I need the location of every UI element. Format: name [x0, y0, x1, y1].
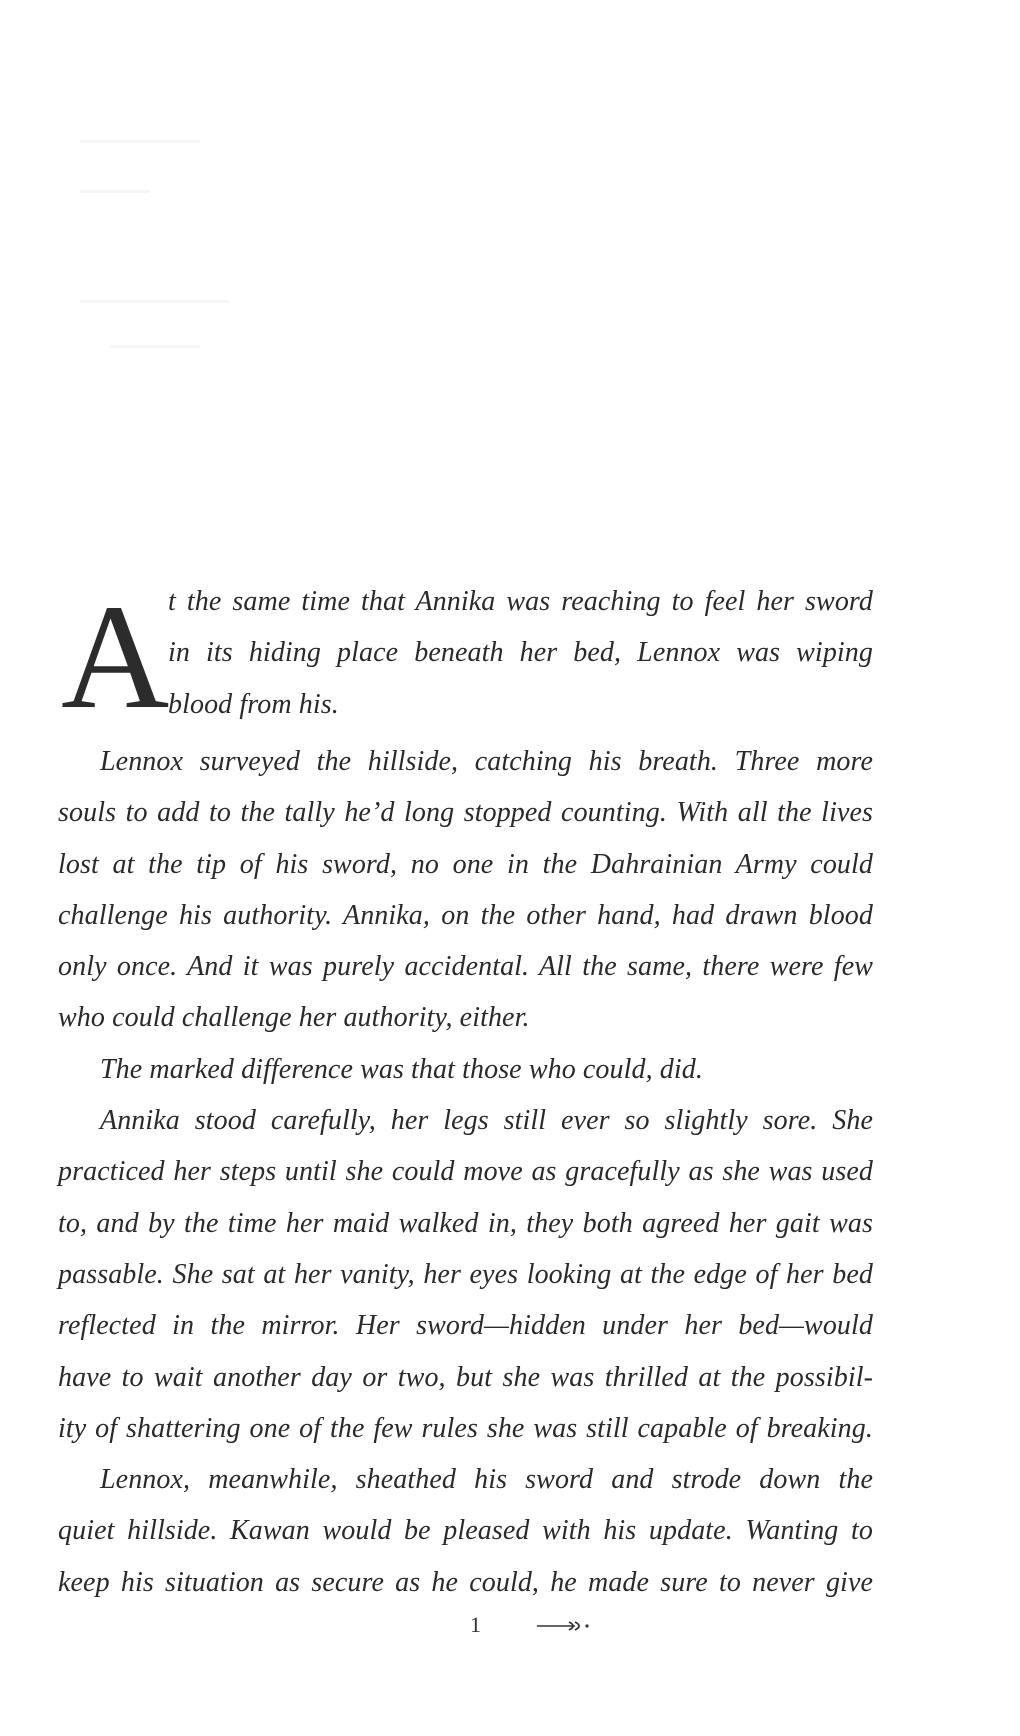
show-through-mark [80, 140, 200, 143]
show-through-mark [80, 190, 150, 193]
text-line: challenge his authority. Annika, on the other hand, had drawn blood [58, 899, 873, 931]
decorative-arrow-icon [535, 1616, 591, 1636]
drop-cap: A [61, 574, 170, 740]
text-line: Annika stood carefully, her legs still ever so slightly sore. She [100, 1105, 873, 1137]
opening-text [168, 576, 873, 730]
text-line: who could challenge her authority, either. [58, 1002, 530, 1034]
text-line: keep his situation as secure as he could, he made sure to never give [58, 1566, 873, 1598]
text-line: Lennox surveyed the hillside, catching his breath. Three more [100, 746, 873, 777]
text-line: quiet hillside. Kawan would be pleased with his update. Wanting to [58, 1515, 873, 1547]
show-through-mark [110, 345, 200, 348]
text-line: souls to add to the tally he’d long stopped counting. With all the lives [58, 797, 873, 829]
text-line: practiced her steps until she could move as gracefully as she was used [58, 1156, 873, 1188]
paragraph [58, 736, 873, 1044]
paragraph [58, 1454, 873, 1608]
text-line: reflected in the mirror. Her sword—hidden under her bed—would [58, 1310, 873, 1342]
text-line: have to wait another day or two, but she was thrilled at the possibil- [58, 1361, 873, 1393]
chapter-body [58, 574, 873, 1608]
paragraph [58, 1095, 873, 1454]
page-footer [0, 1612, 1020, 1652]
text-line: t the same time that Annika was reaching to feel her sword [168, 586, 873, 617]
text-line: in its hiding place beneath her bed, Lennox was wiping [168, 637, 873, 669]
show-through-mark [80, 300, 230, 303]
text-line: The marked difference was that those who could, did. [100, 1053, 703, 1085]
opening-paragraph [58, 574, 873, 740]
text-line: passable. She sat at her vanity, her eyes looking at the edge of her bed [58, 1258, 873, 1290]
text-line: only once. And it was purely accidental. All the same, there were few [58, 951, 873, 983]
text-line: lost at the tip of his sword, no one in the Dahrainian Army could [58, 848, 873, 880]
text-line: Lennox, meanwhile, sheathed his sword and strode down the [100, 1464, 873, 1496]
paragraph [58, 1044, 873, 1095]
text-line: to, and by the time her maid walked in, they both agreed her gait was [58, 1207, 873, 1239]
text-line: ity of shattering one of the few rules she was still capable of breaking. [58, 1412, 873, 1444]
text-line: blood from his. [168, 688, 339, 720]
page-number: 1 [470, 1612, 481, 1637]
